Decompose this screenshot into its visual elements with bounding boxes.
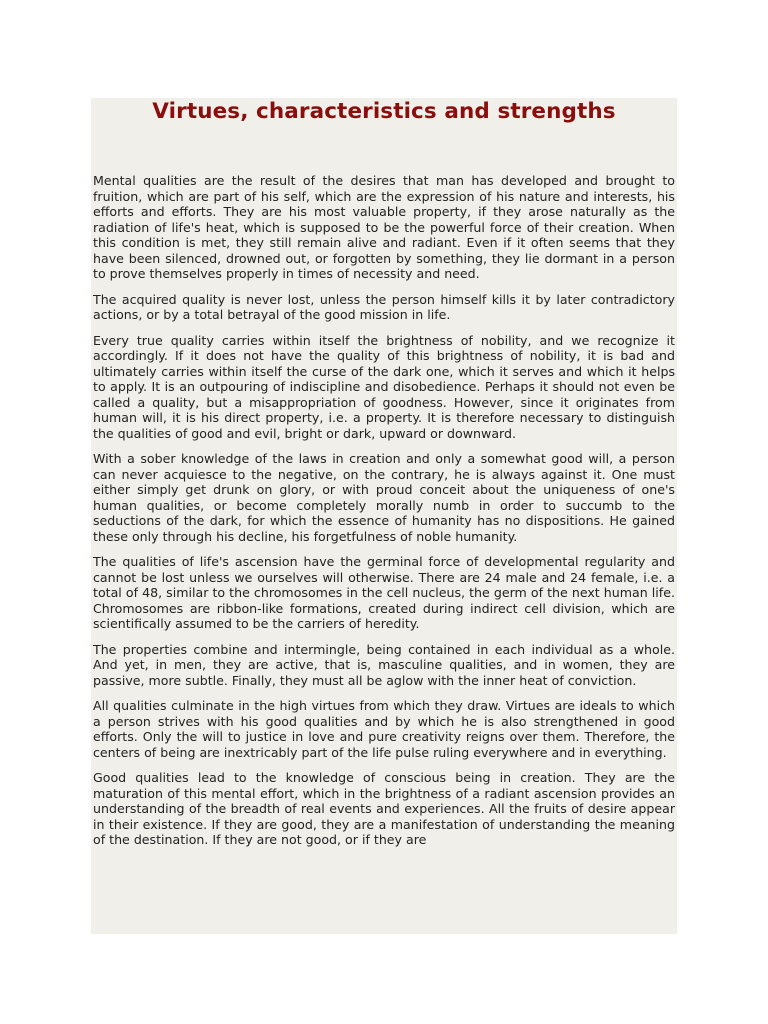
document-body — [93, 173, 675, 858]
document-sheet — [91, 98, 677, 934]
paragraph-4: With a sober knowledge of the laws in creation and only a somewhat good will, a person can never acquiesce to the negative, on the contrary, he is always against it. One must either simply get drunk on glory, or with proud conceit about the uniqueness of one's human qualities, or become completely morally numb in order to succumb to the seductions of the dark, for which the essence of humanity has no dispositions. He gained these only through his decline, his forgetfulness of noble humanity. — [93, 451, 675, 544]
paragraph-3: Every true quality carries within itself the brightness of nobility, and we recognize it accordingly. If it does not have the quality of this brightness of nobility, it is bad and ultimately carries within itself the curse of the dark one, which it serves and which it helps to apply. It is an outpouring of indiscipline and disobedience. Perhaps it should not even be called a quality, but a misappropriation of goodness. However, since it originates from human will, it is his direct property, i.e. a property. It is therefore necessary to distinguish the qualities of good and evil, bright or dark, upward or downward. — [93, 332, 675, 441]
document-title: Virtues, characteristics and strengths — [152, 99, 616, 124]
paragraph-1: Mental qualities are the result of the desires that man has developed and brought to fruition, which are part of his self, which are the expression of his nature and interests, his efforts and efforts. They are his most valuable property, if they arose naturally as the radiation of life's heat, which is supposed to be the powerful force of their creation. When this condition is met, they still remain alive and radiant. Even if it often seems that they have been silenced, drowned out, or forgotten by something, they lie dormant in a person to prove themselves properly in times of necessity and need. — [93, 173, 675, 281]
paragraph-8: Good qualities lead to the knowledge of conscious being in creation. They are the maturation of this mental effort, which in the brightness of a radiant ascension provides an understanding of the breadth of real events and experiences. All the fruits of desire appear in their existence. If they are good, they are a manifestation of understanding the meaning of the destination. If they are not good, or if they are — [93, 770, 675, 847]
paragraph-2: The acquired quality is never lost, unless the person himself kills it by later contradictory actions, or by a total betrayal of the good mission in life. — [93, 291, 675, 322]
paragraph-6: The properties combine and intermingle, being contained in each individual as a whole. And yet, in men, they are active, that is, masculine qualities, and in women, they are passive, more subtle. Finally, they must all be aglow with the inner heat of conviction. — [93, 641, 675, 688]
paragraph-5: The qualities of life's ascension have the germinal force of developmental regularity and cannot be lost unless we ourselves will otherwise. There are 24 male and 24 female, i.e. a total of 48, similar to the chromosomes in the cell nucleus, the germ of the next human life. Chromosomes are ribbon-like formations, created during indirect cell division, which are scientifically assumed to be the carriers of heredity. — [93, 554, 675, 631]
paragraph-7: All qualities culminate in the high virtues from which they draw. Virtues are ideals to which a person strives with his good qualities and by which he is also strengthened in good efforts. Only the will to justice in love and pure creativity reigns over them. Therefore, the centers of being are inextricably part of the life pulse ruling everywhere and in everything. — [93, 698, 675, 760]
